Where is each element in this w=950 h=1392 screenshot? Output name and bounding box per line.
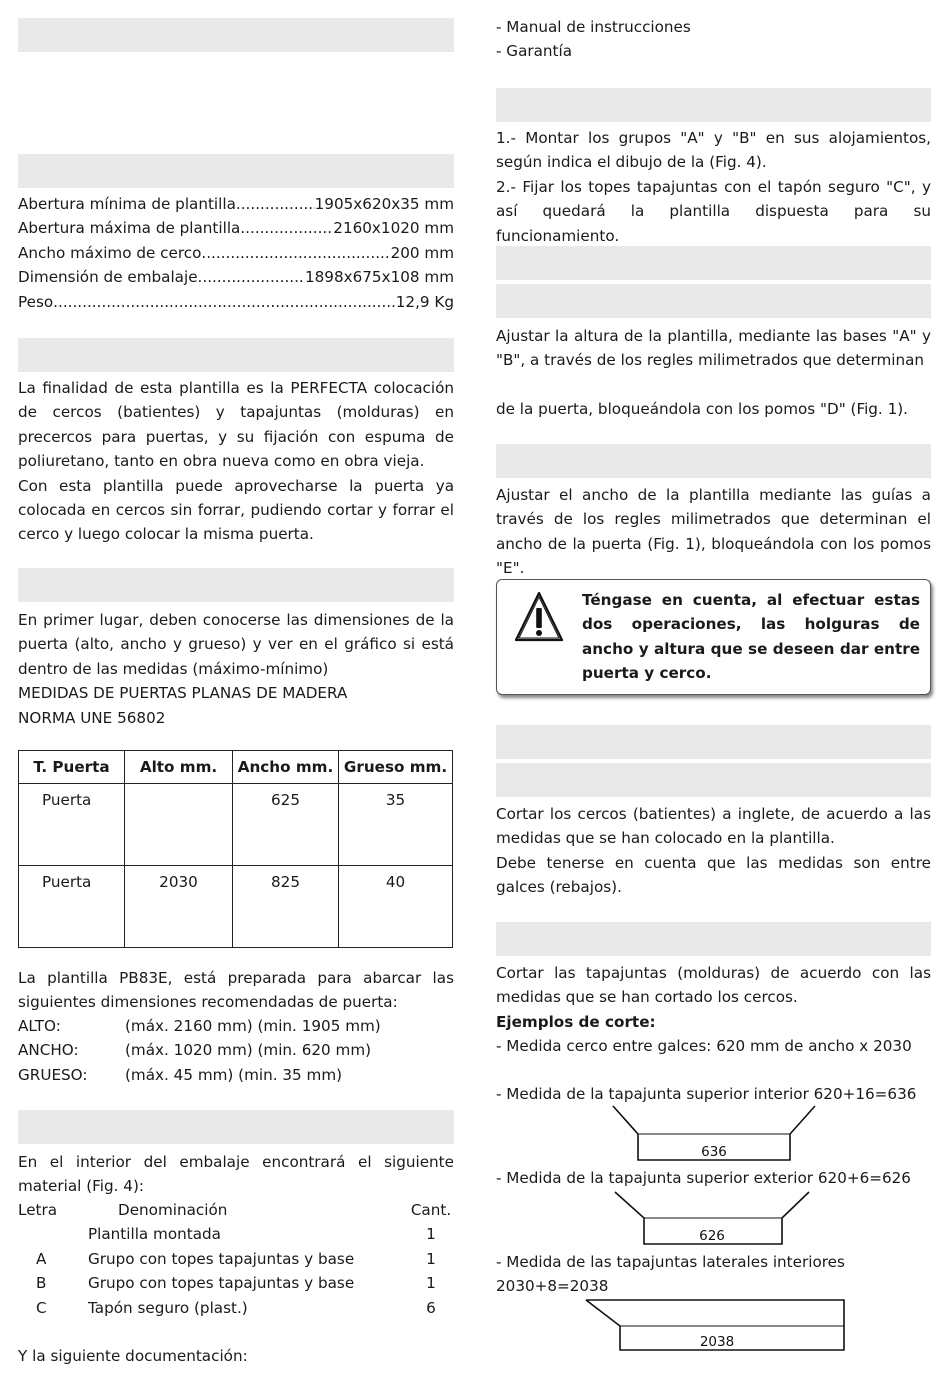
section-header-bar [496,725,931,759]
mounting-steps: 1.- Montar los grupos "A" y "B" en sus alojamientos, según indica el dibujo de la (Fig. 4). 2.- Fijar los topes tapajuntas con el tapón seguro "C", y así quedará la plantilla dispuesta para su funcionamiento. [496,129,931,245]
contents-intro: En el interior del embalaje encontrará el siguiente material (Fig. 4): [18,1153,454,1196]
section-header-bar [496,284,931,318]
table-header: T. Puerta [19,751,125,784]
list-item: C Tapón seguro (plast.) 6 [36,1298,436,1317]
spec-row: Peso ..... 12,9 Kg [18,290,454,314]
specifications-list [18,192,454,314]
warning-icon [513,590,565,646]
range-row: ALTO: (máx. 2160 mm) (min. 1905 mm) [18,1017,381,1035]
spec-row: Abertura máxima de plantilla ..... 2160x1020 mm [18,216,454,240]
width-adjust-paragraph: Ajustar el ancho de la plantilla mediante las guías a través de los regles milimetrados que determinan el ancho de la puerta (Fig. 1), bloqueándola con los pomos "E". [496,486,931,578]
section-header-bar [18,338,454,372]
documentation-intro: Y la siguiente documentación: [18,1347,248,1365]
cut-frames-paragraph: Cortar los cercos (batientes) a inglete, de acuerdo a las medidas que se han colocado en la plantilla. Debe tenerse en cuenta que las medidas son entre galces (rebajos). [496,805,931,897]
spec-row: Ancho máximo de cerco ..... 200 mm [18,241,454,265]
table-row: Puerta 625 35 [19,784,453,866]
example-line: - Medida de la tapajunta superior exterior 620+6=626 [496,1169,911,1187]
examples-title: Ejemplos de corte: [496,1012,656,1031]
section-header-bar [496,246,931,280]
door-sizes-table [18,750,453,948]
list-item: Plantilla montada 1 [88,1225,436,1244]
section-header-bar [496,88,931,122]
materials-list [18,1198,454,1320]
trim-cut-diagram [612,1186,812,1248]
spec-row: Dimensión de embalaje ..... 1898x675x108 mm [18,265,454,289]
warning-box [496,579,931,695]
list-item: A Grupo con topes tapajuntas y base 1 [36,1249,436,1268]
dimension-label: 626 [699,1228,725,1244]
norm-title: MEDIDAS DE PUERTAS PLANAS DE MADERA [18,684,348,703]
range-intro: La plantilla PB83E, está preparada para abarcar las siguientes dimensiones recomendadas de puerta: [18,969,454,1012]
list-item: B Grupo con topes tapajuntas y base 1 [36,1274,436,1293]
table-header: Alto mm. [125,751,233,784]
dimension-label: 2038 [699,1334,735,1350]
example-line: - Medida de la tapajunta superior interior 620+16=636 [496,1085,917,1103]
dimension-label: 636 [701,1144,727,1160]
range-row: GRUESO: (máx. 45 mm) (min. 35 mm) [18,1065,343,1084]
section-header-bar [18,568,454,602]
table-header: Grueso mm. [339,751,453,784]
warning-text: Téngase en cuenta, al efectuar estas dos operaciones, las holguras de ancho y altura que se deseen dar entre puerta y cerco. [582,591,920,683]
section-header-bar [496,763,931,797]
section-header-bar [18,18,454,52]
materials-header: Letra Denominación Cant. [18,1201,452,1219]
purpose-paragraph: La finalidad de esta plantilla es la PERFECTA colocación de cercos (batientes) y tapajuntas (molduras) en precercos para puertas, y su fijación con espuma de poliuretano, tanto en obra nueva como en obra vieja. Con esta plantilla puede aprovecharse la puerta ya colocada en cercos sin forrar, pudiendo cortar y forrar el cerco y luego colocar la misma puerta. [18,379,454,544]
spec-row: Abertura mínima de plantilla ..... 1905x620x35 mm [18,192,454,216]
section-header-bar [496,444,931,478]
dimension-ranges [18,1014,381,1087]
section-header-bar [496,922,931,956]
height-adjust-paragraph: Ajustar la altura de la plantilla, mediante las bases "A" y "B", a través de los regles milimetrados que determinan de la puerta, bloqueándola con los pomos "D" (Fig. 1). [496,327,931,418]
table-header: Ancho mm. [233,751,339,784]
trim-cut-diagram [610,1098,820,1164]
section-header-bar [18,154,454,188]
example-line: - Medida de las tapajuntas laterales interiores 2030+8=2038 [496,1253,845,1296]
range-row: ANCHO: (máx. 1020 mm) (min. 620 mm) [18,1041,372,1060]
section-header-bar [18,1110,454,1144]
trim-cut-diagram [582,1296,848,1358]
norm-code: NORMA UNE 56802 [18,708,166,727]
table-row: Puerta 2030 825 40 [19,866,453,948]
intro-paragraph: En primer lugar, deben conocerse las dimensiones de la puerta (alto, ancho y grueso) y ver en el gráfico si está dentro de las medidas (máximo-mínimo) MEDIDAS DE PUERTAS PLANAS DE MADERA NORMA UNE 56802 [18,608,454,730]
documentation-list: - Manual de instrucciones - Garantía [496,18,691,61]
cut-trim-paragraph: Cortar las tapajuntas (molduras) de acuerdo con las medidas que se han cortado los cercos. Ejemplos de corte: - Medida cerco entre galces: 620 mm de ancho x 2030 [496,964,931,1056]
